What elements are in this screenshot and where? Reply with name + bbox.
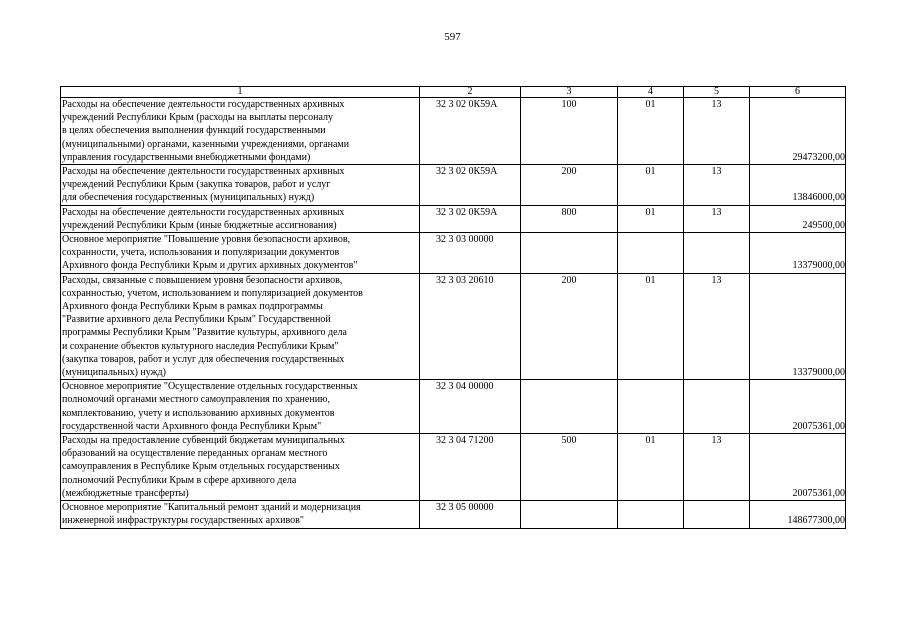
description-cell: Расходы на обеспечение деятельности государственных архивных учреждений Республики Крым (расходы на выплаты персоналу в целях обеспечения выполнения функций государственными (муниципальными) органами, казенными учреждениями, органами управления государственными внебюджетными фондами) bbox=[61, 98, 420, 165]
table-row bbox=[61, 233, 846, 274]
table-row bbox=[61, 98, 846, 165]
code-cell: 32 3 02 0К59А bbox=[420, 165, 521, 206]
code-cell: 32 3 03 00000 bbox=[420, 233, 521, 274]
subsection-cell: 13 bbox=[684, 165, 750, 206]
amount-cell: 249500,00 bbox=[750, 205, 846, 232]
expense-type-cell: 800 bbox=[521, 205, 618, 232]
subsection-cell: 13 bbox=[684, 434, 750, 501]
description-cell: Расходы на обеспечение деятельности государственных архивных учреждений Республики Крым (иные бюджетные ассигнования) bbox=[61, 205, 420, 232]
header-cell: 1 bbox=[61, 87, 420, 98]
code-cell: 32 3 04 00000 bbox=[420, 380, 521, 434]
amount-cell: 148677300,00 bbox=[750, 501, 846, 528]
subsection-cell bbox=[684, 233, 750, 274]
section-cell: 01 bbox=[618, 273, 684, 380]
table-row bbox=[61, 165, 846, 206]
description-cell: Расходы, связанные с повышением уровня безопасности архивов, сохранностью, учетом, использованием и популяризацией документов Архивного фонда Республики Крым в рамках подпрограммы "Развитие архивного дела Республики Крым" Государственной программы Республики Крым "Развитие культуры, архивного дела и сохранение объектов культурного наследия Республики Крым" (закупка товаров, работ и услуг для обеспечения государственных (муниципальных) нужд) bbox=[61, 273, 420, 380]
subsection-cell bbox=[684, 501, 750, 528]
header-cell: 4 bbox=[618, 87, 684, 98]
amount-cell: 29473200,00 bbox=[750, 98, 846, 165]
subsection-cell: 13 bbox=[684, 273, 750, 380]
amount-cell: 13379000,00 bbox=[750, 273, 846, 380]
subsection-cell: 13 bbox=[684, 205, 750, 232]
section-cell bbox=[618, 233, 684, 274]
page-number: 597 bbox=[444, 31, 461, 43]
code-cell: 32 3 04 71200 bbox=[420, 434, 521, 501]
section-cell: 01 bbox=[618, 165, 684, 206]
code-cell: 32 3 03 20610 bbox=[420, 273, 521, 380]
subsection-cell bbox=[684, 380, 750, 434]
header-row bbox=[61, 87, 846, 98]
header-cell: 5 bbox=[684, 87, 750, 98]
amount-cell: 20075361,00 bbox=[750, 380, 846, 434]
expense-type-cell bbox=[521, 501, 618, 528]
expense-type-cell: 500 bbox=[521, 434, 618, 501]
code-cell: 32 3 02 0К59А bbox=[420, 98, 521, 165]
expense-type-cell bbox=[521, 380, 618, 434]
code-cell: 32 3 05 00000 bbox=[420, 501, 521, 528]
amount-cell: 20075361,00 bbox=[750, 434, 846, 501]
expense-type-cell: 200 bbox=[521, 273, 618, 380]
description-cell: Расходы на предоставление субвенций бюджетам муниципальных образований на осуществление переданных органам местного самоуправления в Республике Крым отдельных государственных полномочий Республики Крым в сфере архивного дела (межбюджетные трансферты) bbox=[61, 434, 420, 501]
table-body bbox=[61, 87, 846, 529]
section-cell bbox=[618, 501, 684, 528]
budget-table bbox=[60, 86, 846, 529]
table-row bbox=[61, 434, 846, 501]
subsection-cell: 13 bbox=[684, 98, 750, 165]
header-cell: 6 bbox=[750, 87, 846, 98]
section-cell: 01 bbox=[618, 98, 684, 165]
table-row bbox=[61, 380, 846, 434]
description-cell: Расходы на обеспечение деятельности государственных архивных учреждений Республики Крым (закупка товаров, работ и услуг для обеспечения государственных (муниципальных) нужд) bbox=[61, 165, 420, 206]
expense-type-cell: 100 bbox=[521, 98, 618, 165]
description-cell: Основное мероприятие "Повышение уровня безопасности архивов, сохранности, учета, использования и популяризации документов Архивного фонда Республики Крым и других архивных документов" bbox=[61, 233, 420, 274]
expense-type-cell bbox=[521, 233, 618, 274]
table-row bbox=[61, 205, 846, 232]
section-cell: 01 bbox=[618, 434, 684, 501]
description-cell: Основное мероприятие "Осуществление отдельных государственных полномочий органами местного самоуправления по хранению, комплектованию, учету и использованию архивных документов государственной части Архивного фонда Республики Крым" bbox=[61, 380, 420, 434]
amount-cell: 13846000,00 bbox=[750, 165, 846, 206]
table-row bbox=[61, 273, 846, 380]
description-cell: Основное мероприятие "Капитальный ремонт зданий и модернизация инженерной инфраструктуры государственных архивов" bbox=[61, 501, 420, 528]
table-row bbox=[61, 501, 846, 528]
expense-type-cell: 200 bbox=[521, 165, 618, 206]
code-cell: 32 3 02 0К59А bbox=[420, 205, 521, 232]
amount-cell: 13379000,00 bbox=[750, 233, 846, 274]
header-cell: 2 bbox=[420, 87, 521, 98]
header-cell: 3 bbox=[521, 87, 618, 98]
section-cell: 01 bbox=[618, 205, 684, 232]
section-cell bbox=[618, 380, 684, 434]
